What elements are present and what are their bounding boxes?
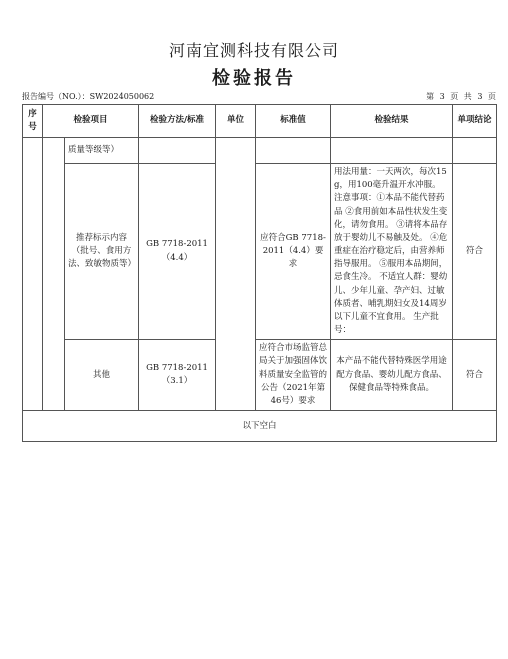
standard-cell bbox=[256, 138, 331, 164]
result-cell: 用法用量：一天两次，每次15g，用100毫升温开水冲服。 注意事项：①本品不能代替药品 ②食用前如本品性状发生变化，请勿食用。 ③请将本品存放于婴幼儿不易触及处。 ④危重症在治疗稳定后，由营养师指导服用。 ⑤服用本品期间，忌食生冷。 不适宜人群：婴幼儿、少年儿童、孕产妇、过敏体质者、哺乳期妇女及14周岁以下儿童不宜食用。 生产批号： bbox=[331, 164, 453, 340]
blank-below-note: 以下空白 bbox=[23, 411, 497, 442]
standard-cell: 应符合GB 7718-2011（4.4）要求 bbox=[256, 164, 331, 340]
seq-cell bbox=[23, 138, 43, 411]
report-number: 报告编号（NO.）：SW2024050062 bbox=[22, 92, 155, 101]
header-seq: 序号 bbox=[23, 105, 43, 138]
header-method: 检验方法/标准 bbox=[139, 105, 216, 138]
method-cell: GB 7718-2011（3.1） bbox=[139, 340, 216, 411]
header-conclusion: 单项结论 bbox=[453, 105, 497, 138]
header-item: 检验项目 bbox=[43, 105, 139, 138]
header-unit: 单位 bbox=[216, 105, 256, 138]
company-name: 河南宜测科技有限公司 bbox=[168, 41, 339, 60]
item-cell: 推荐标示内容（批号、食用方法、致敏物质等） bbox=[65, 164, 139, 340]
unit-cell bbox=[216, 138, 256, 411]
conclusion-cell bbox=[453, 138, 497, 164]
table-row bbox=[23, 164, 497, 340]
conclusion-cell: 符合 bbox=[453, 164, 497, 340]
header-standard: 标准值 bbox=[256, 105, 331, 138]
result-cell: 本产品不能代替特殊医学用途配方食品、婴幼儿配方食品、保健食品等特殊食品。 bbox=[331, 340, 453, 411]
report-title: 检验报告 bbox=[212, 68, 296, 89]
item-cell: 其他 bbox=[65, 340, 139, 411]
conclusion-cell: 符合 bbox=[453, 340, 497, 411]
group-cell bbox=[43, 138, 65, 411]
table-row bbox=[23, 340, 497, 411]
table-row bbox=[23, 138, 497, 164]
footer-row bbox=[23, 411, 497, 442]
standard-cell: 应符合市场监管总局关于加强固体饮料质量安全监管的公告（2021年第46号）要求 bbox=[256, 340, 331, 411]
header-result: 检验结果 bbox=[331, 105, 453, 138]
table-header-row bbox=[23, 105, 497, 138]
method-cell bbox=[139, 138, 216, 164]
page-indicator: 第 3 页 共 3 页 bbox=[426, 92, 496, 101]
result-cell bbox=[331, 138, 453, 164]
item-cell: 质量等级等） bbox=[65, 138, 139, 164]
method-cell: GB 7718-2011（4.4） bbox=[139, 164, 216, 340]
inspection-table bbox=[22, 104, 497, 442]
